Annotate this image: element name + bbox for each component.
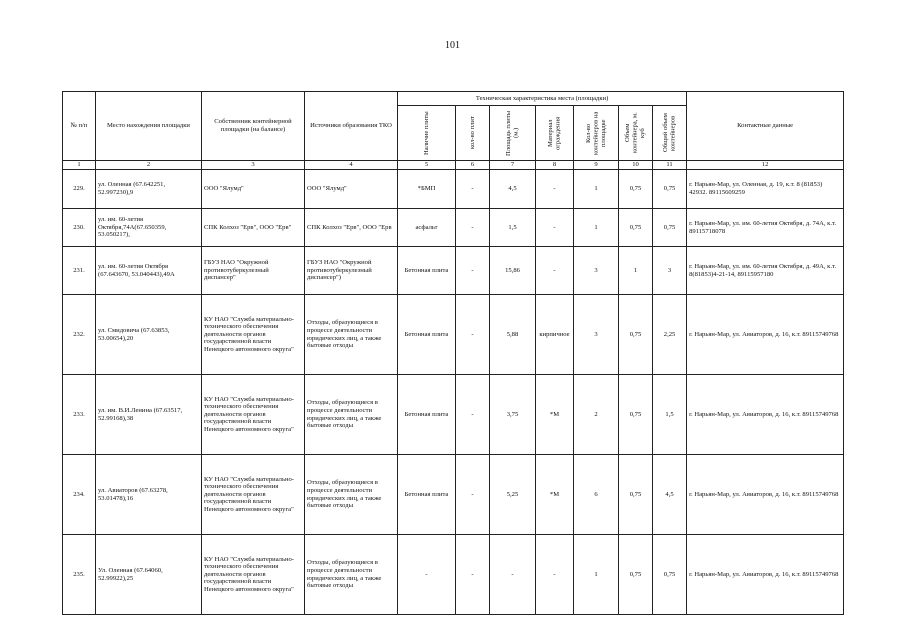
column-number: 5 — [398, 161, 456, 170]
row-total: 3 — [653, 247, 687, 295]
row-containers: 1 — [574, 170, 619, 209]
row-contacts: г. Нарьян-Мар, ул. Авиаторов, д. 16, к.т. 89115749768 — [687, 295, 844, 375]
header-containers-count: Кол-во контейнеров на площадке — [574, 106, 619, 161]
row-number: 234. — [63, 455, 96, 535]
table-row — [63, 247, 844, 295]
row-plates: - — [398, 535, 456, 615]
table-row — [63, 209, 844, 247]
row-number: 231. — [63, 247, 96, 295]
table-row — [63, 455, 844, 535]
row-sources: ГБУЗ НАО "Окружной противотуберкулезный диспансер") — [305, 247, 398, 295]
row-area: 15,86 — [490, 247, 536, 295]
page-number: 101 — [445, 40, 460, 51]
row-plates-count: - — [456, 455, 490, 535]
header-fence-material: Материал ограждения — [536, 106, 574, 161]
column-number: 2 — [96, 161, 202, 170]
row-number: 229. — [63, 170, 96, 209]
row-plates-count: - — [456, 375, 490, 455]
row-volume: 0,75 — [619, 295, 653, 375]
row-owner: КУ НАО "Служба материально-технического обеспечения деятельности органов государственной власти Ненецкого автономного округа" — [202, 535, 305, 615]
header-total-volume: Общий объем контейнеров — [653, 106, 687, 161]
row-plates: Бетонная плита — [398, 295, 456, 375]
table-row — [63, 170, 844, 209]
row-volume: 0,75 — [619, 375, 653, 455]
row-plates: асфальт — [398, 209, 456, 247]
row-number: 235. — [63, 535, 96, 615]
row-plates-count: - — [456, 247, 490, 295]
header-tech-group: Техническая характеристика места (площадки) — [398, 92, 687, 106]
row-containers: 6 — [574, 455, 619, 535]
row-area: 5,88 — [490, 295, 536, 375]
row-plates-count: - — [456, 170, 490, 209]
column-number: 7 — [490, 161, 536, 170]
row-area: 5,25 — [490, 455, 536, 535]
row-number: 230. — [63, 209, 96, 247]
header-sources: Источники образования ТКО — [305, 92, 398, 161]
column-number: 9 — [574, 161, 619, 170]
row-contacts: г. Нарьян-Мар, ул. Авиаторов, д. 16, к.т. 89115749768 — [687, 375, 844, 455]
row-total: 1,5 — [653, 375, 687, 455]
row-containers: 1 — [574, 209, 619, 247]
registry-table — [62, 91, 844, 615]
row-total: 0,75 — [653, 170, 687, 209]
row-owner: СПК Колхоз "Ерв", ООО "Ерв" — [202, 209, 305, 247]
row-fence: - — [536, 170, 574, 209]
column-number: 10 — [619, 161, 653, 170]
header-plates-count: кол-во плит — [456, 106, 490, 161]
row-fence: кирпичное — [536, 295, 574, 375]
row-fence: - — [536, 247, 574, 295]
row-fence: *М — [536, 455, 574, 535]
row-area: - — [490, 535, 536, 615]
row-location: ул. им. 60-летия Октября,74А(67.650359, 53.050217), — [96, 209, 202, 247]
row-total: 0,75 — [653, 209, 687, 247]
row-owner: КУ НАО "Служба материально-технического обеспечения деятельности органов государственной власти Ненецкого автономного округа" — [202, 375, 305, 455]
row-location: ул. им. В.И.Ленина (67.63517, 52.99168),38 — [96, 375, 202, 455]
row-sources: Отходы, образующиеся в процессе деятельности юридических лиц, а также бытовые отходы — [305, 375, 398, 455]
header-plates: Наличие плиты — [398, 106, 456, 161]
row-volume: 0,75 — [619, 170, 653, 209]
row-fence: - — [536, 535, 574, 615]
row-owner: КУ НАО "Служба материально-технического обеспечения деятельности органов государственной власти Ненецкого автономного округа" — [202, 455, 305, 535]
row-location: ул. им. 60-летия Октября (67.643670, 53.040443),49А — [96, 247, 202, 295]
row-volume: 0,75 — [619, 455, 653, 535]
header-container-volume: Объем контейнера, м. куб — [619, 106, 653, 161]
header-area: Площадь плиты (м.) — [490, 106, 536, 161]
row-plates: *БМП — [398, 170, 456, 209]
row-owner: ООО "Ялумд" — [202, 170, 305, 209]
row-fence: - — [536, 209, 574, 247]
column-number: 8 — [536, 161, 574, 170]
column-number: 3 — [202, 161, 305, 170]
row-location: ул. Оленная (67.642251, 52.997230),9 — [96, 170, 202, 209]
row-total: 0,75 — [653, 535, 687, 615]
header-num: № п/п — [63, 92, 96, 161]
header-owner: Собственник контейнерной площадки (на балансе) — [202, 92, 305, 161]
row-area: 4,5 — [490, 170, 536, 209]
row-sources: СПК Колхоз "Ерв", ООО "Ерв — [305, 209, 398, 247]
row-plates: Бетонная плита — [398, 247, 456, 295]
row-area: 1,5 — [490, 209, 536, 247]
table-row — [63, 375, 844, 455]
row-containers: 2 — [574, 375, 619, 455]
row-location: ул. Авиаторов (67.63278, 53.01478),16 — [96, 455, 202, 535]
row-plates-count: - — [456, 535, 490, 615]
header-contacts: Контактные данные — [687, 92, 844, 161]
row-volume: 0,75 — [619, 209, 653, 247]
column-number: 12 — [687, 161, 844, 170]
table-row — [63, 535, 844, 615]
row-total: 4,5 — [653, 455, 687, 535]
row-owner: ГБУЗ НАО "Окружной противотуберкулезный диспансер" — [202, 247, 305, 295]
row-volume: 1 — [619, 247, 653, 295]
row-number: 232. — [63, 295, 96, 375]
column-numbers-row — [63, 161, 844, 170]
table-row — [63, 295, 844, 375]
row-total: 2,25 — [653, 295, 687, 375]
header-location: Место нахождения площадки — [96, 92, 202, 161]
row-volume: 0,75 — [619, 535, 653, 615]
row-containers: 3 — [574, 295, 619, 375]
row-location: ул. Смидовича (67.63853, 53.00654),20 — [96, 295, 202, 375]
column-number: 11 — [653, 161, 687, 170]
row-containers: 1 — [574, 535, 619, 615]
row-plates: Бетонная плита — [398, 455, 456, 535]
row-sources: Отходы, образующиеся в процессе деятельности юридических лиц, а также бытовые отходы — [305, 535, 398, 615]
row-sources: ООО "Ялумд" — [305, 170, 398, 209]
row-sources: Отходы, образующиеся в процессе деятельности юридических лиц, а также бытовые отходы — [305, 295, 398, 375]
row-contacts: г. Нарьян-Мар, ул. им. 60-летия Октября, д. 49А, к.т. 8(81853)4-21-14, 89115957180 — [687, 247, 844, 295]
row-plates: Бетонная плита — [398, 375, 456, 455]
row-number: 233. — [63, 375, 96, 455]
row-contacts: г. Нарьян-Мар, ул. Авиаторов, д. 16, к.т. 89115749768 — [687, 455, 844, 535]
row-plates-count: - — [456, 209, 490, 247]
row-contacts: г. Нарьян-Мар, ул. Оленная, д. 19, к.т. 8 (81853) 42932. 89115609259 — [687, 170, 844, 209]
row-contacts: г. Нарьян-Мар, ул. им. 60-летия Октября, д. 74А, к.т. 89115718078 — [687, 209, 844, 247]
column-number: 6 — [456, 161, 490, 170]
column-number: 1 — [63, 161, 96, 170]
row-owner: КУ НАО "Служба материально-технического обеспечения деятельности органов государственной власти Ненецкого автономного округа" — [202, 295, 305, 375]
row-fence: *М — [536, 375, 574, 455]
column-number: 4 — [305, 161, 398, 170]
row-location: Ул. Оленная (67.64060, 52.99922),25 — [96, 535, 202, 615]
row-containers: 3 — [574, 247, 619, 295]
row-plates-count: - — [456, 295, 490, 375]
row-sources: Отходы, образующиеся в процессе деятельности юридических лиц, а также бытовые отходы — [305, 455, 398, 535]
row-area: 3,75 — [490, 375, 536, 455]
row-contacts: г. Нарьян-Мар, ул. Авиаторов, д. 16, к.т. 89115749768 — [687, 535, 844, 615]
